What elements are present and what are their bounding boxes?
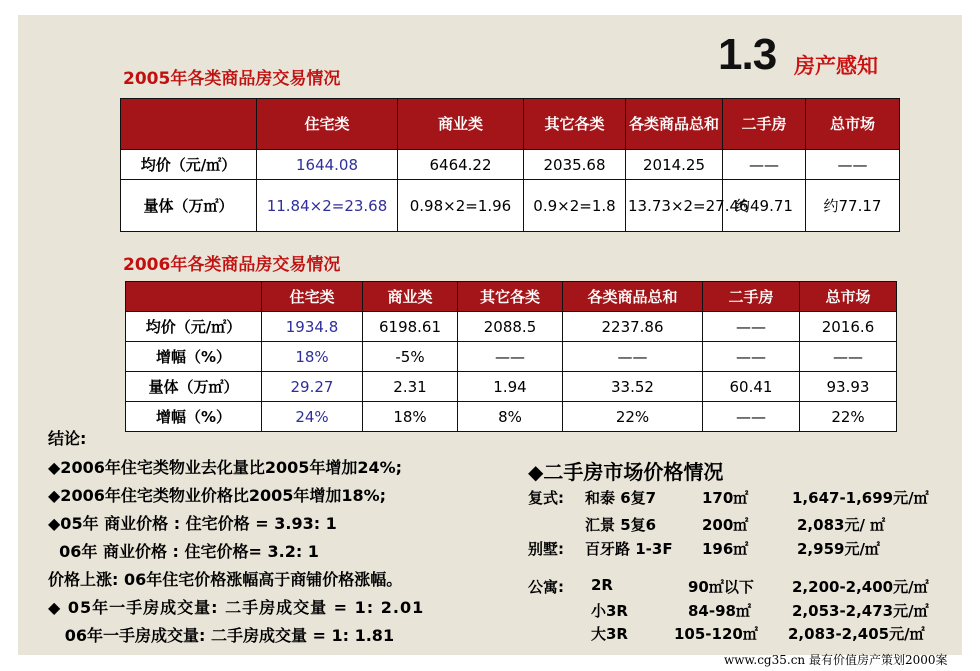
header-cell: 二手房 <box>703 282 800 312</box>
header-cell: 二手房 <box>723 99 806 150</box>
market-price: 2,200-2,400元/㎡ <box>792 578 929 596</box>
market-type: 公寓: <box>528 578 564 596</box>
table-cell: 0.9×2=1.8 <box>524 180 626 232</box>
market-name: 百牙路 1-3F <box>585 540 673 558</box>
market-name: 大3R <box>591 625 628 643</box>
header-cell: 各类商品总和 <box>563 282 703 312</box>
header-cell-blank <box>126 282 262 312</box>
market-price: 2,083-2,405元/㎡ <box>788 625 925 643</box>
market-area: 90㎡以下 <box>688 578 754 596</box>
table-cell: 22% <box>800 402 897 432</box>
table-2005 <box>120 98 900 232</box>
table-cell: 1.94 <box>458 372 563 402</box>
table-cell: 2088.5 <box>458 312 563 342</box>
table-cell: —— <box>806 150 900 180</box>
section-title: 房产感知 <box>794 54 878 78</box>
table-cell: —— <box>723 150 806 180</box>
conclusion-line: ◆2006年住宅类物业去化量比2005年增加24%; <box>48 458 403 477</box>
footer-watermark: www.cg35.cn 最有价值房产策划2000案 <box>724 653 948 667</box>
table-row <box>126 402 897 432</box>
row-label: 量体（万㎡） <box>121 180 257 232</box>
market-name: 汇景 5复6 <box>585 516 657 534</box>
table-cell: 24% <box>262 402 363 432</box>
table-cell: 33.52 <box>563 372 703 402</box>
market-area: 105-120㎡ <box>674 625 758 643</box>
header-cell: 总市场 <box>800 282 897 312</box>
header-cell-blank <box>121 99 257 150</box>
table-2005-title: 2005年各类商品房交易情况 <box>123 69 341 89</box>
header-cell: 其它各类 <box>458 282 563 312</box>
table-cell: 2016.6 <box>800 312 897 342</box>
table-cell: 约49.71 <box>723 180 806 232</box>
table-2006 <box>125 281 897 432</box>
conclusion-line: ◆2006年住宅类物业价格比2005年增加18%; <box>48 486 387 505</box>
table-cell: 8% <box>458 402 563 432</box>
market-area: 170㎡ <box>702 489 749 507</box>
table-cell: 2237.86 <box>563 312 703 342</box>
table-header-row <box>126 282 897 312</box>
table-cell: 22% <box>563 402 703 432</box>
header-cell: 其它各类 <box>524 99 626 150</box>
header-cell: 住宅类 <box>257 99 398 150</box>
table-row <box>126 372 897 402</box>
header-cell: 商业类 <box>398 99 524 150</box>
market-title: ◆二手房市场价格情况 <box>528 460 724 484</box>
market-price: 2,053-2,473元/㎡ <box>792 602 929 620</box>
table-cell: 60.41 <box>703 372 800 402</box>
table-cell: 13.73×2=27.46 <box>626 180 723 232</box>
row-label: 均价（元/㎡） <box>121 150 257 180</box>
market-name: 和泰 6复7 <box>585 489 657 507</box>
table-cell: 6198.61 <box>363 312 458 342</box>
section-number: 1.3 <box>718 30 777 79</box>
table-row <box>126 342 897 372</box>
conclusion-heading: 结论: <box>48 429 87 448</box>
market-area: 200㎡ <box>702 516 749 534</box>
table-cell: —— <box>703 312 800 342</box>
row-label: 量体（万㎡） <box>126 372 262 402</box>
table-cell: —— <box>563 342 703 372</box>
table-cell: 1644.08 <box>257 150 398 180</box>
table-cell: 93.93 <box>800 372 897 402</box>
conclusion-line: 06年 商业价格 : 住宅价格= 3.2: 1 <box>48 542 319 561</box>
market-name: 2R <box>591 576 613 594</box>
table-row <box>121 150 900 180</box>
table-cell: 29.27 <box>262 372 363 402</box>
market-name: 小3R <box>591 602 628 620</box>
table-cell: 6464.22 <box>398 150 524 180</box>
header-cell: 住宅类 <box>262 282 363 312</box>
row-label: 增幅（%） <box>126 342 262 372</box>
conclusion-block <box>48 428 518 650</box>
market-price: 1,647-1,699元/㎡ <box>792 489 929 507</box>
market-area: 84-98㎡ <box>688 602 751 620</box>
table-cell: —— <box>703 402 800 432</box>
table-cell: -5% <box>363 342 458 372</box>
market-type: 复式: <box>528 489 564 507</box>
table-header-row <box>121 99 900 150</box>
table-cell: 2035.68 <box>524 150 626 180</box>
table-cell: —— <box>800 342 897 372</box>
conclusion-line: 06年一手房成交量: 二手房成交量 = 1: 1.81 <box>48 626 395 645</box>
table-cell: —— <box>458 342 563 372</box>
row-label: 均价（元/㎡） <box>126 312 262 342</box>
market-price: 2,959元/㎡ <box>797 540 880 558</box>
table-cell: 18% <box>363 402 458 432</box>
table-row <box>121 180 900 232</box>
table-cell: 0.98×2=1.96 <box>398 180 524 232</box>
market-area: 196㎡ <box>702 540 749 558</box>
table-row <box>126 312 897 342</box>
market-price: 2,083元/ ㎡ <box>797 516 886 534</box>
conclusion-line: 价格上涨: 06年住宅价格涨幅高于商铺价格涨幅。 <box>48 570 403 589</box>
table-cell: —— <box>703 342 800 372</box>
header-cell: 总市场 <box>806 99 900 150</box>
row-label: 增幅（%） <box>126 402 262 432</box>
table-2006-title: 2006年各类商品房交易情况 <box>123 255 341 275</box>
header-cell: 商业类 <box>363 282 458 312</box>
table-cell: 1934.8 <box>262 312 363 342</box>
table-cell: 18% <box>262 342 363 372</box>
table-cell: 约77.17 <box>806 180 900 232</box>
table-cell: 2014.25 <box>626 150 723 180</box>
table-cell: 11.84×2=23.68 <box>257 180 398 232</box>
header-cell: 各类商品总和 <box>626 99 723 150</box>
conclusion-line: ◆ 05年一手房成交量: 二手房成交量 = 1: 2.01 <box>48 598 425 617</box>
table-cell: 2.31 <box>363 372 458 402</box>
conclusion-line: ◆05年 商业价格 : 住宅价格 = 3.93: 1 <box>48 514 337 533</box>
market-type: 别墅: <box>528 540 564 558</box>
